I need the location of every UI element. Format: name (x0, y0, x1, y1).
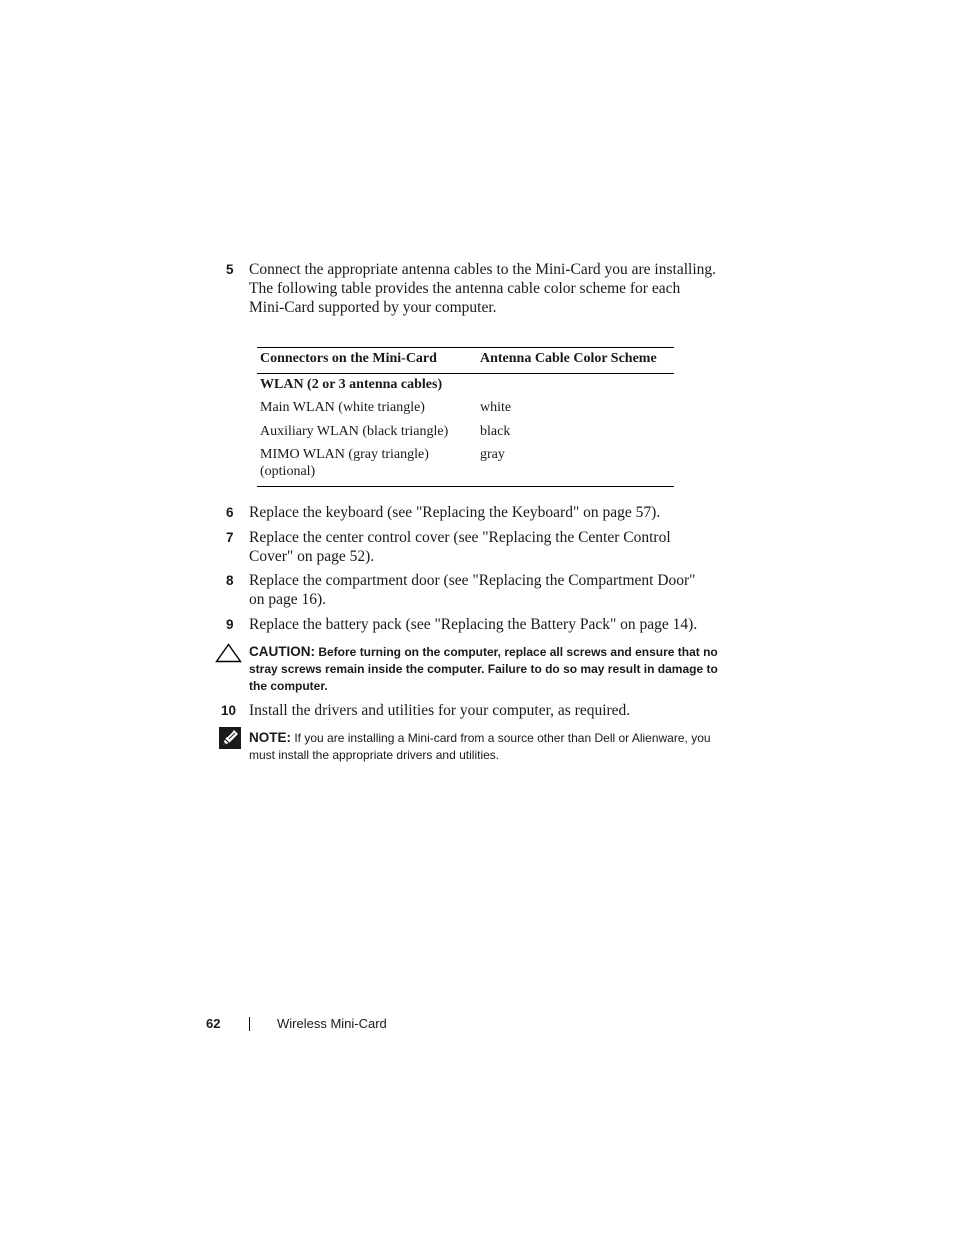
table-row (257, 444, 674, 486)
table-cell-connector: MIMO WLAN (gray triangle) (optional) (260, 447, 429, 479)
table-group-row (257, 374, 674, 397)
table-row (257, 397, 674, 421)
antenna-cable-table (257, 347, 674, 487)
table-cell-color: white (480, 400, 512, 415)
note-text: If you are installing a Mini-card from a source other than Dell or Alienware, you must install the appropriate drivers and utilities. (249, 731, 711, 762)
step-text: Install the drivers and utilities for your computer, as required. (249, 702, 631, 719)
table-cell-color: black (480, 424, 511, 439)
note-label: NOTE: (249, 730, 291, 745)
step-number: 8 (226, 573, 234, 588)
table-header-row (257, 348, 674, 374)
step-text: Replace the center control cover (see "Replacing the Center Control Cover" on page 52). (249, 529, 671, 565)
caution-triangle-icon (215, 643, 242, 663)
table-group-label: WLAN (2 or 3 antenna cables) (260, 377, 443, 392)
table-row (257, 421, 674, 444)
note-notice (249, 729, 719, 764)
footer-section-title: Wireless Mini-Card (277, 1016, 387, 1031)
caution-text: Before turning on the computer, replace all screws and ensure that no stray screws remain inside the computer. Failure to do so may result in damage to the computer. (249, 645, 718, 693)
table-header-color-scheme: Antenna Cable Color Scheme (480, 351, 657, 366)
step-text: Replace the keyboard (see "Replacing the Keyboard" on page 57). (249, 504, 661, 521)
table-cell-connector: Auxiliary WLAN (black triangle) (260, 424, 449, 439)
step-number: 10 (221, 703, 237, 718)
step-number: 9 (226, 617, 234, 632)
caution-notice (249, 643, 719, 695)
caution-label: CAUTION: (249, 644, 315, 659)
table-cell-connector: Main WLAN (white triangle) (260, 400, 425, 415)
table-cell-color: gray (480, 447, 505, 462)
step-text: Replace the battery pack (see "Replacing the Battery Pack" on page 14). (249, 616, 698, 633)
step-text: Replace the compartment door (see "Replacing the Compartment Door" on page 16). (249, 572, 696, 608)
step-number: 6 (226, 505, 234, 520)
table-header-connectors: Connectors on the Mini-Card (260, 351, 437, 366)
step-number: 7 (226, 530, 234, 545)
step-number: 5 (226, 262, 234, 277)
step-text: Connect the appropriate antenna cables to the Mini-Card you are installing. The following table provides the antenna cable color scheme for each Mini-Card supported by your computer. (249, 261, 717, 316)
footer-separator (249, 1017, 250, 1031)
page-number: 62 (206, 1016, 221, 1031)
note-pencil-icon (219, 727, 241, 749)
